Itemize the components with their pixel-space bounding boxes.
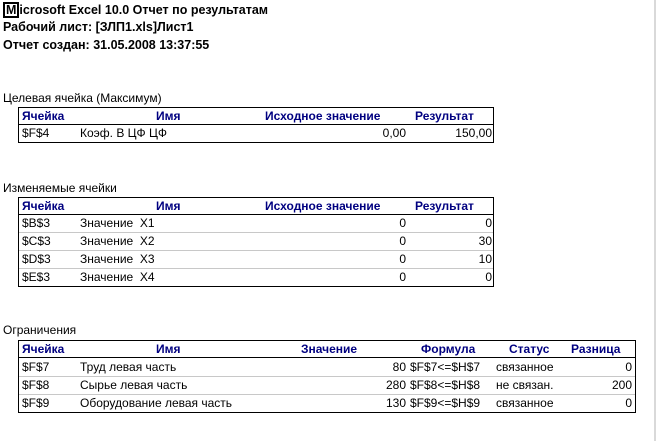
adjustable-col-initial: Исходное значение [265,199,381,213]
constraints-col-diff: Разница [571,342,621,356]
constraint-diff: 0 [625,396,632,410]
active-cell-cursor[interactable]: M [3,2,19,18]
constraint-cell-ref[interactable]: $F$7 [22,360,50,374]
report-created-label: Отчет создан: 31.05.2008 13:37:55 [3,38,210,52]
constraints-col-value: Значение [301,342,358,356]
constraints-col-name: Имя [156,342,181,356]
constraints-col-status: Статус [509,342,550,356]
adjustable-cell-name: Значение X2 [80,234,155,248]
adjustable-cell-initial: 0 [399,234,406,248]
adjustable-cell-result: 0 [485,270,492,284]
constraint-name: Труд левая часть [80,360,177,374]
adjustable-cell-result: 30 [478,234,492,248]
adjustable-cell-ref[interactable]: $D$3 [22,252,51,266]
constraint-name: Оборудование левая часть [80,396,233,410]
adjustable-cell-ref[interactable]: $C$3 [22,234,51,248]
adjustable-col-cell: Ячейка [22,199,65,213]
target-col-result: Результат [415,109,474,123]
adjustable-cell-initial: 0 [399,252,406,266]
constraint-formula: $F$7<=$H$7 [410,360,481,374]
constraint-value: 280 [385,378,406,392]
constraint-diff: 200 [611,378,632,392]
constraint-value: 80 [392,360,406,374]
target-col-initial: Исходное значение [265,109,381,123]
target-cell-section-title: Целевая ячейка (Максимум) [3,91,162,105]
constraint-status: связанное [496,360,554,374]
constraints-col-cell: Ячейка [22,342,65,356]
worksheet-label: Рабочий лист: [ЗЛП1.xls]Лист1 [3,20,194,34]
constraint-diff: 0 [625,360,632,374]
report-title [3,2,268,18]
adjustable-cell-initial: 0 [399,216,406,230]
constraint-value: 130 [385,396,406,410]
target-cell-result: 150,00 [455,126,492,140]
constraint-formula: $F$9<=$H$9 [410,396,481,410]
constraints-section-title: Ограничения [3,323,77,337]
adjustable-cell-name: Значение X4 [80,270,155,284]
constraint-status: связанное [496,396,554,410]
constraint-name: Сырье левая часть [80,378,188,392]
target-col-name: Имя [156,109,181,123]
target-cell-initial: 0,00 [382,126,406,140]
target-col-cell: Ячейка [22,109,65,123]
adjustable-col-result: Результат [415,199,474,213]
target-cell-name: Коэф. В ЦФ ЦФ [80,126,167,140]
adjustable-cells-section-title: Изменяемые ячейки [3,181,117,195]
adjustable-cell-result: 10 [478,252,492,266]
adjustable-col-name: Имя [156,199,181,213]
target-cell-ref[interactable]: $F$4 [22,126,50,140]
adjustable-cell-ref[interactable]: $B$3 [22,216,51,230]
adjustable-cell-initial: 0 [399,270,406,284]
adjustable-cell-name: Значение X3 [80,252,155,266]
constraint-cell-ref[interactable]: $F$9 [22,396,50,410]
adjustable-cell-name: Значение X1 [80,216,155,230]
constraints-col-formula: Формула [421,342,476,356]
adjustable-cell-ref[interactable]: $E$3 [22,270,51,284]
constraint-status: не связан. [496,378,554,392]
adjustable-cell-result: 0 [485,216,492,230]
constraint-cell-ref[interactable]: $F$8 [22,378,50,392]
constraint-formula: $F$8<=$H$8 [410,378,481,392]
report-title-text: icrosoft Excel 10.0 Отчет по результатам [19,3,269,17]
